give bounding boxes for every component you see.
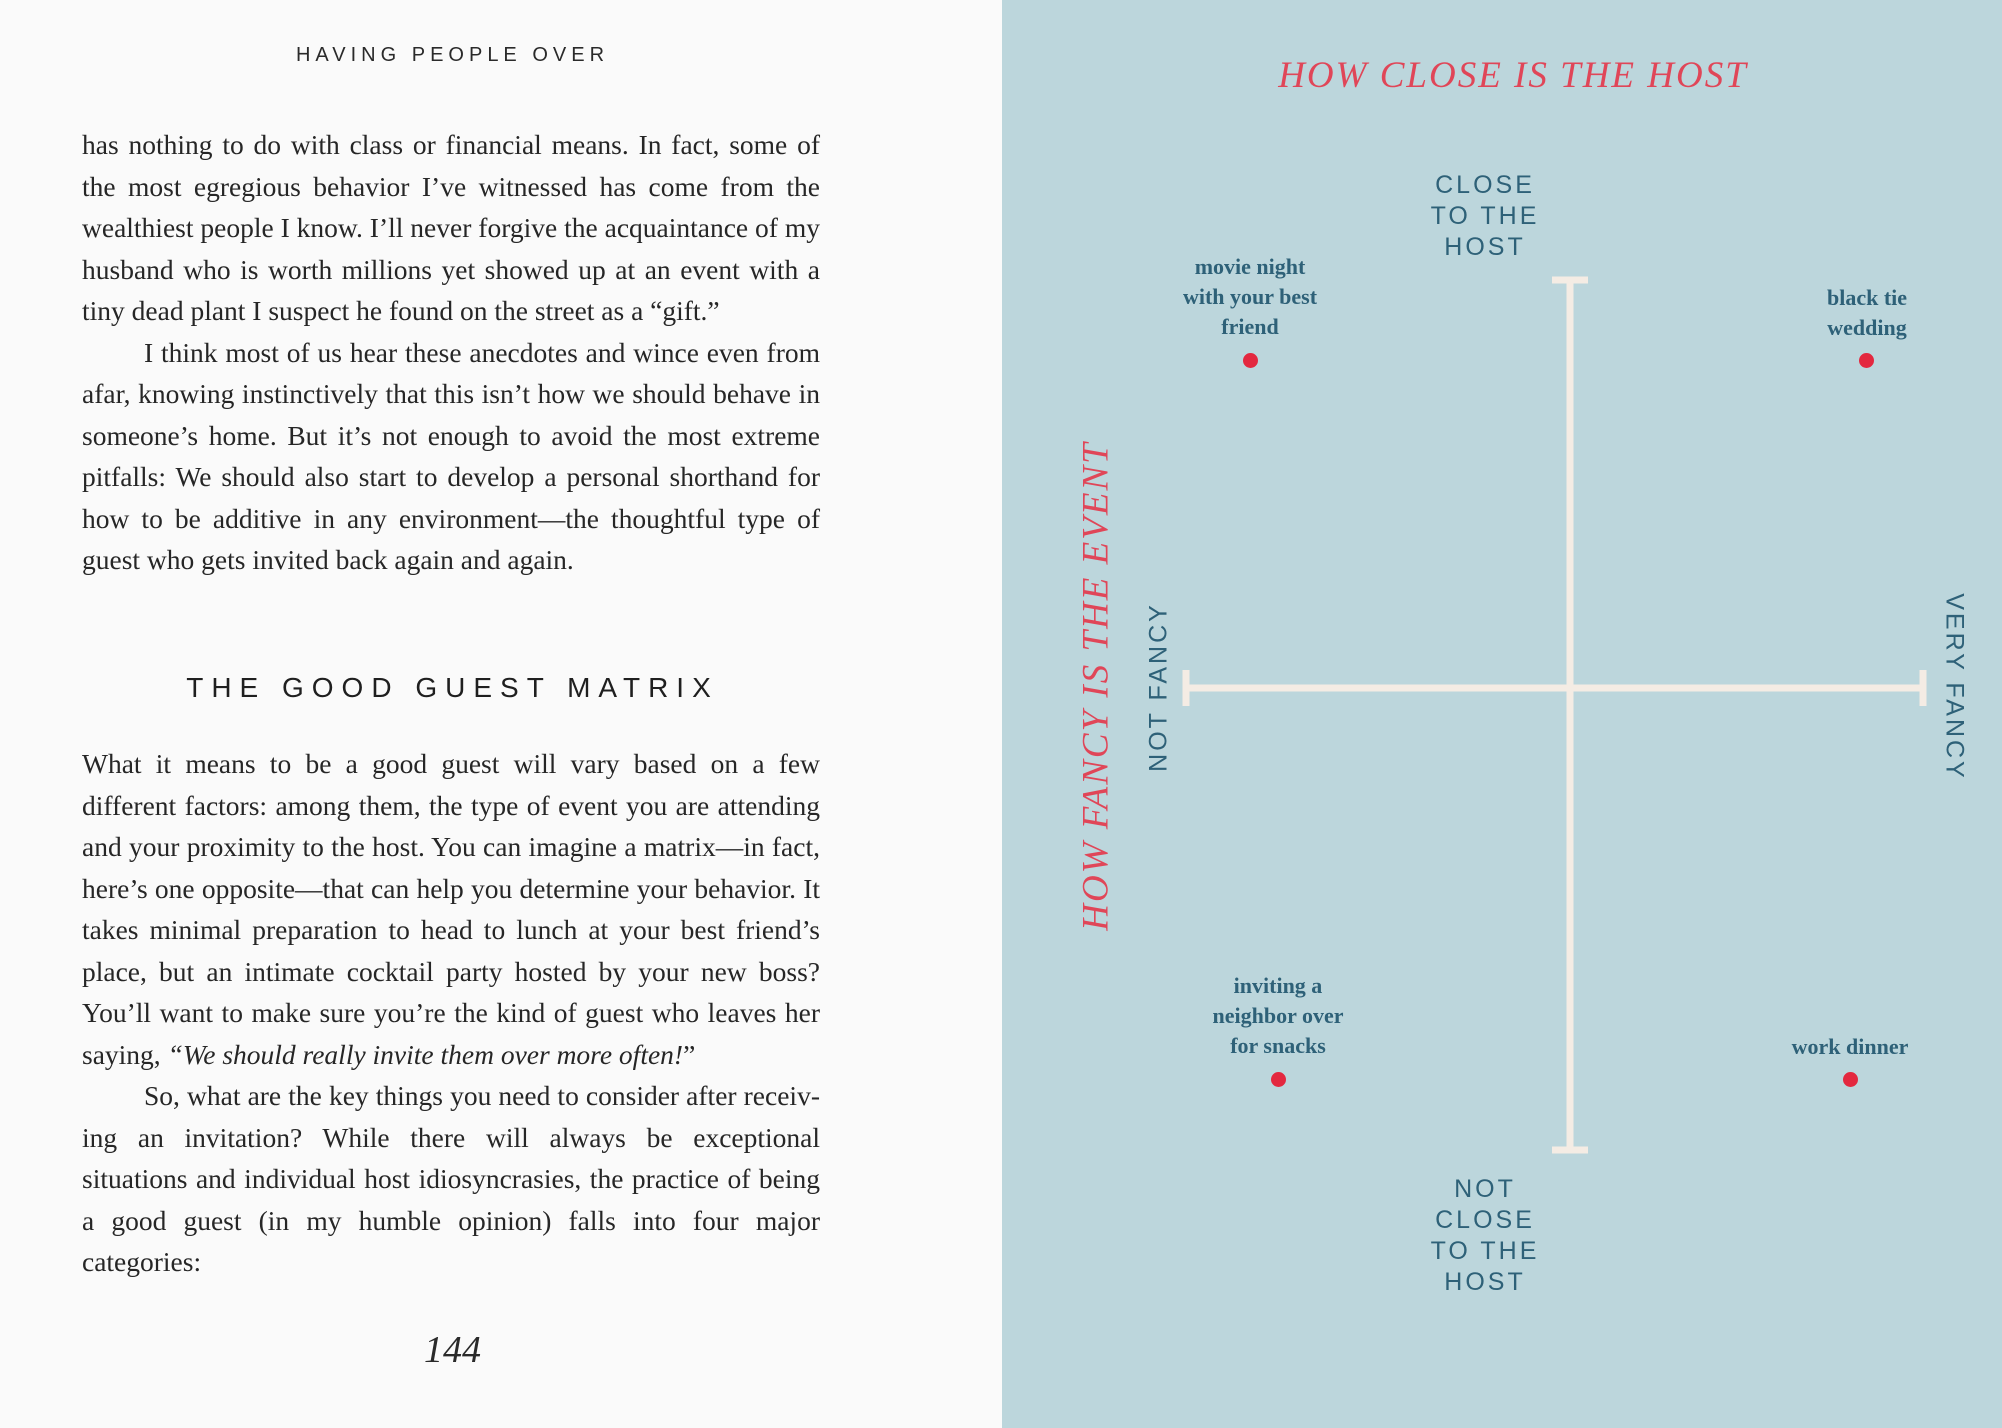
point-dot-black-tie-wedding <box>1859 353 1874 368</box>
point-dot-movie-night <box>1243 353 1258 368</box>
section-heading: THE GOOD GUEST MATRIX <box>186 672 719 703</box>
pole-label-not-close-to-host: NOT CLOSE TO THE HOST <box>1430 1175 1540 1296</box>
paragraph: has nothing to do with class or financial means. In fact, some of the most egregious behavior I’ve witnessed has come from the wealthiest people I know. I’ll never forgive the acquaintance of my husband who is worth millions yet showed up at an event with a tiny dead plant I suspect he found on the street as a “gift.” <box>82 129 820 326</box>
point-label-black-tie-wedding: black tie wedding <box>1826 285 1908 340</box>
point-label-work-dinner: work dinner <box>1791 1034 1909 1059</box>
pole-label-very-fancy: VERY FANCY <box>1940 593 1969 781</box>
paragraph-text: What it means to be a good guest will vary based on a few different factors: among them, the type of event you are attending and your proximity to the host. You can imagine a matrix—in fact, here’s one opposite—that can help you determine your behavior. It takes minimal preparation to head to lunch at your best friend’s place, but an intimate cocktail party hosted by your new boss? You’ll want to make sure you’re the kind of guest who leaves her saying, <box>82 748 820 1070</box>
paragraph: So, what are the key things you need to consider after receiving an invitation? While there will always be exceptional situations and individual host idiosyncrasies, the practice of being a good guest (in my humble opinion) falls into four major categories: <box>82 1080 820 1277</box>
matrix-title: HOW CLOSE IS THE HOST <box>1278 55 1748 96</box>
pole-label-not-fancy: NOT FANCY <box>1144 602 1173 772</box>
pole-label-close-to-host: CLOSE TO THE HOST <box>1430 171 1540 261</box>
page-number: 144 <box>424 1329 481 1371</box>
point-label-neighbor-snacks: inviting a neighbor over for snacks <box>1212 973 1344 1058</box>
closing-quote: ” <box>683 1038 696 1070</box>
point-label-movie-night: movie night with your best friend <box>1182 254 1318 339</box>
paragraph: I think most of us hear these anecdotes and wince even from afar, knowing instinctively that this isn’t how we should behave in someone’s home. But it’s not enough to avoid the most extreme pitfalls: We should also start to develop a personal shorthand for how to be additive in any environment—the thoughtful type of guest who gets invited back again and again. <box>82 336 820 575</box>
matrix-vertical-axis-title: HOW FANCY IS THE EVENT <box>1075 441 1117 931</box>
quote-text: “We should really invite them over more often! <box>167 1038 684 1070</box>
point-dot-work-dinner <box>1843 1072 1858 1087</box>
point-dot-neighbor-snacks <box>1271 1072 1286 1087</box>
running-head: HAVING PEOPLE OVER <box>295 44 610 66</box>
